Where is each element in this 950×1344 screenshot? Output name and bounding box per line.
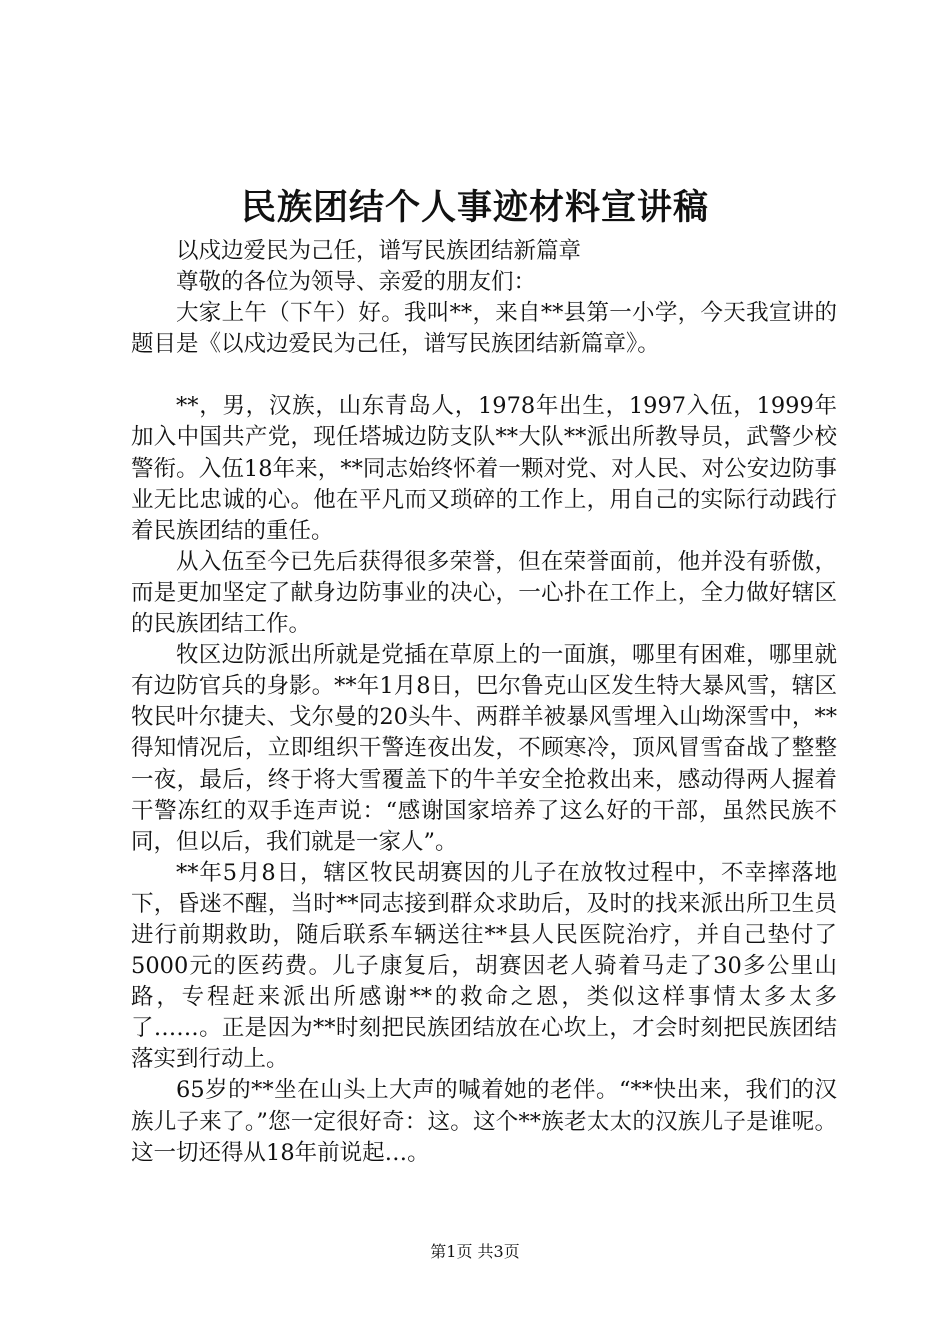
subtitle-paragraph: 以戍边爱民为己任，谱写民族团结新篇章 [176,238,582,264]
intro-paragraph: 大家上午（下午）好。我叫**，来自**县第一小学，今天我宣讲的题目是《以戍边爱民为己任，谱写民族团结新篇章》。 [131,300,837,358]
page-number-footer: 第1页 共3页 [430,1242,520,1261]
honors-paragraph: 从入伍至今已先后获得很多荣誉，但在荣誉面前，他并没有骄傲，而是更加坚定了献身边防事业的决心，一心扑在工作上，全力做好辖区的民族团结工作。 [131,548,837,638]
profile-paragraph: **，男，汉族，山东青岛人，1978年出生，1997入伍，1999年加入中国共产党，现任塔城边防支队**大队**派出所教导员，武警少校警衔。入伍18年来，**同志始终怀着一颗对党、对人民、对公安边防事业无比忠诚的心。他在平凡而又琐碎的工作上，用自己的实际行动践行着民族团结的重任。 [131,393,837,544]
document-title: 民族团结个人事迹材料宣讲稿 [240,187,709,228]
document-body [131,236,837,1169]
closing-paragraph: 65岁的**坐在山头上大声的喊着她的老伴。“**快出来，我们的汉族儿子来了。”您一定很好奇：这。这个**族老太太的汉族儿子是谁呢。这一切还得从18年前说起…。 [131,1077,837,1166]
snowstorm-paragraph: 牧区边防派出所就是党插在草原上的一面旗，哪里有困难，哪里就有边防官兵的身影。**年1月8日，巴尔鲁克山区发生特大暴风雪，辖区牧民叶尔捷夫、戈尔曼的20头牛、两群羊被暴风雪埋入山坳深雪中，**得知情况后，立即组织干警连夜出发，不顾寒冷，顶风冒雪奋战了整整一夜，最后，终于将大雪覆盖下的牛羊安全抢救出来，感动得两人握着干警冻红的双手连声说：“感谢国家培养了这么好的干部，虽然民族不同，但以后，我们就是一家人”。 [131,642,837,855]
rescue-paragraph: **年5月8日，辖区牧民胡赛因的儿子在放牧过程中，不幸摔落地下，昏迷不醒，当时**同志接到群众求助后，及时的找来派出所卫生员进行前期救助，随后联系车辆送往**县人民医院治疗，并自己垫付了5000元的医药费。儿子康复后，胡赛因老人骑着马走了30多公里山路，专程赶来派出所感谢**的救命之恩，类似这样事情太多太多了……。正是因为**时刻把民族团结放在心坎上，才会时刻把民族团结落实到行动上。 [131,859,837,1073]
salutation-paragraph: 尊敬的各位为领导、亲爱的朋友们： [176,269,537,296]
